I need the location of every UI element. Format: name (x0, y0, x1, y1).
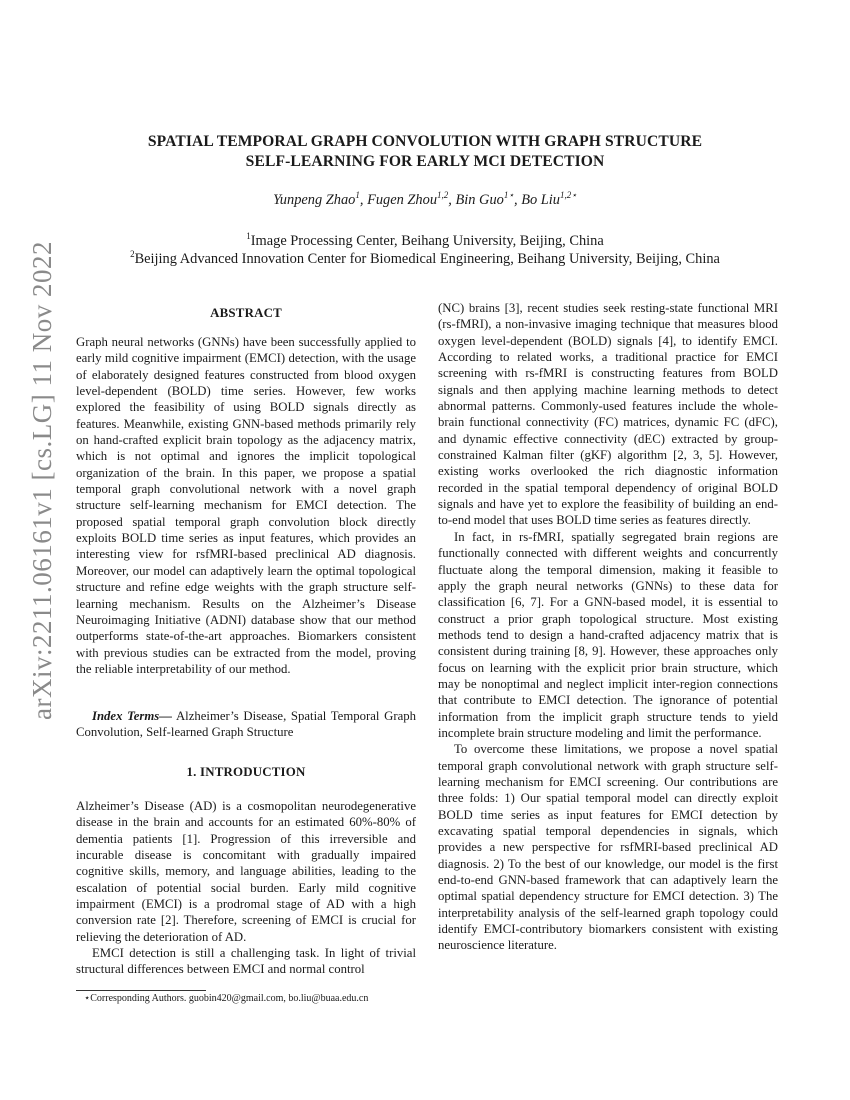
author-affiliation-mark: 1,2 (437, 190, 449, 200)
author-name: Bo Liu (521, 192, 560, 208)
body-paragraph: To overcome these limitations, we propose a novel spatial temporal graph convolutional network with graph structure self-learning mechanism for EMCI screening. Our contributions are three folds: 1) Our spatial temporal model can directly exploit BOLD time series as input features for EMCI detection by excavating spatial temporal dependencies in signals, which provides a new perspective for rsfMRI-based preclinical AD diagnosis. 2) To the best of our knowledge, our model is the first end-to-end GNN-based framework that can adaptively learn the optimal spatial dependency structure for EMCI detection. 3) The interpretability analysis of the self-learned graph topology could identify EMCI-contributory biomarkers consistent with existing neuroscience literature. (438, 742, 778, 953)
abstract-heading: ABSTRACT (210, 306, 282, 320)
index-terms-label: Index Terms— (92, 709, 172, 723)
corresponding-author-footnote: ⋆Corresponding Authors. guobin420@gmail.com, bo.liu@buaa.edu.cn (84, 993, 369, 1004)
author-affiliation-mark: 1⋆ (503, 190, 514, 200)
introduction-left-column (76, 798, 416, 978)
affiliation-mark: 2 (130, 249, 135, 259)
title-line-2: SELF-LEARNING FOR EARLY MCI DETECTION (245, 153, 605, 170)
author-name: Fugen Zhou (367, 192, 438, 208)
body-paragraph: Alzheimer’s Disease (AD) is a cosmopolitan neurodegenerative disease in the brain and accounts for an estimated 60%-80% of dementia patients [1]. Progression of this irreversible and incurable disease is concomitant with gradually impaired cognitive skills, memory, and language abilities, leading to the escalation of potential social burden. Early mild cognitive impairment (EMCI) is a prodromal stage of AD with a high conversion rate [2]. Therefore, screening of EMCI is crucial for relieving the deterioration of AD. (76, 799, 416, 944)
affiliation-2 (60, 251, 790, 268)
abstract-body (76, 334, 416, 677)
author-list: Yunpeng Zhao$^1$, Fugen Zhou$^{1,2}$, Bin Guo$^{1⋆}$, Bo Liu$^{1,2⋆}$ (273, 190, 577, 208)
body-paragraph: (NC) brains [3], recent studies seek resting-state functional MRI (rs-fMRI), a non-invasive imaging technique that measures blood oxygen level-dependent (BOLD) signals [4], to identify EMCI. According to related works, a traditional practice for EMCI screening with rs-fMRI is constructing features from BOLD signals and then applying machine learning methods to detect abnormal patterns. Commonly-used features include the whole-brain functional connectivity (FC) matrices, dynamic FC (dFC), and dynamic effective connectivity (dEC) extracted by group-constrained Kalman filter (gKF) algorithm [2, 3, 5]. However, existing works overlooked the rich diagnostic information recorded in the spatial temporal dependency of original BOLD signals and have yet to explore the feasibility of building an end-to-end model that uses BOLD time series as features directly. (438, 301, 778, 528)
title-line-1: SPATIAL TEMPORAL GRAPH CONVOLUTION WITH GRAPH STRUCTURE (147, 133, 703, 150)
arxiv-identifier-stamp (22, 240, 62, 720)
affiliation-1 (60, 233, 790, 250)
footnote-rule (76, 990, 206, 991)
author-name: Yunpeng Zhao (273, 192, 356, 208)
introduction-heading: 1. INTRODUCTION (186, 765, 306, 779)
affiliation-text: Beijing Advanced Innovation Center for Biomedical Engineering, Beihang University, Beijing, China (134, 251, 720, 267)
index-terms-text: Alzheimer’s Disease, Spatial Temporal Graph Convolution, Self-learned Graph Structure (76, 709, 416, 740)
author-affiliation-mark: 1,2⋆ (559, 190, 577, 200)
abstract-paragraph: Graph neural networks (GNNs) have been successfully applied to early mild cognitive impairment (EMCI) detection, with the usage of elaborately designed features constructed from blood oxygen level-dependent (BOLD) time series. However, few works explored the feasibility of using BOLD signals directly as features. Meanwhile, existing GNN-based methods primarily rely on hand-crafted explicit brain topology as the adjacency matrix, which is not optimal and ignores the implicit topological organization of the brain. In this paper, we propose a spatial temporal graph convolutional network with a novel graph structure self-learning mechanism for EMCI detection. The proposed spatial temporal graph convolution block directly exploits BOLD time series as input features, which provides an interesting view for rsfMRI-based preclinical AD diagnosis. Moreover, our model can adaptively learn the optimal topological structure and refine edge weights with the graph structure self-learning mechanism. Results on the Alzheimer’s Disease Neuroimaging Initiative (ADNI) database show that our method outperforms state-of-the-art approaches. Biomarkers consistent with previous studies can be extracted from the model, proving the reliable interpretability of our method. (76, 335, 416, 676)
author-name: Bin Guo (455, 192, 504, 208)
affiliation-text: Image Processing Center, Beihang University, Beijing, China (250, 233, 604, 249)
paper-title (100, 132, 750, 172)
author-affiliation-mark: 1 (355, 190, 360, 200)
arxiv-id-text: arXiv:2211.06161v1 [cs.LG] 11 Nov 2022 (26, 240, 57, 720)
body-paragraph: EMCI detection is still a challenging task. In light of trivial structural differences between EMCI and normal control (76, 946, 416, 977)
index-terms (76, 708, 416, 741)
introduction-right-column (438, 300, 778, 954)
body-paragraph: In fact, in rs-fMRI, spatially segregated brain regions are functionally connected with different weights and concurrently fluctuate along the temporal dimension, making it feasible to apply the graph neural networks (GNNs) to these data for classification [6, 7]. For a GNN-based model, it is essential to construct a prior graph topological structure. Most existing methods tend to design a hand-crafted adjacency matrix that is consistent during training [8, 9]. However, these approaches only focus on learning with the explicit prior brain structure, which may be nonoptimal and neglect implicit inter-region connections that contribute to EMCI detection. The ignorance of potential information from the implicit graph structure tends to yield incomplete brain structure modeling and limit the performance. (438, 529, 778, 740)
affiliation-mark: 1 (246, 231, 251, 241)
